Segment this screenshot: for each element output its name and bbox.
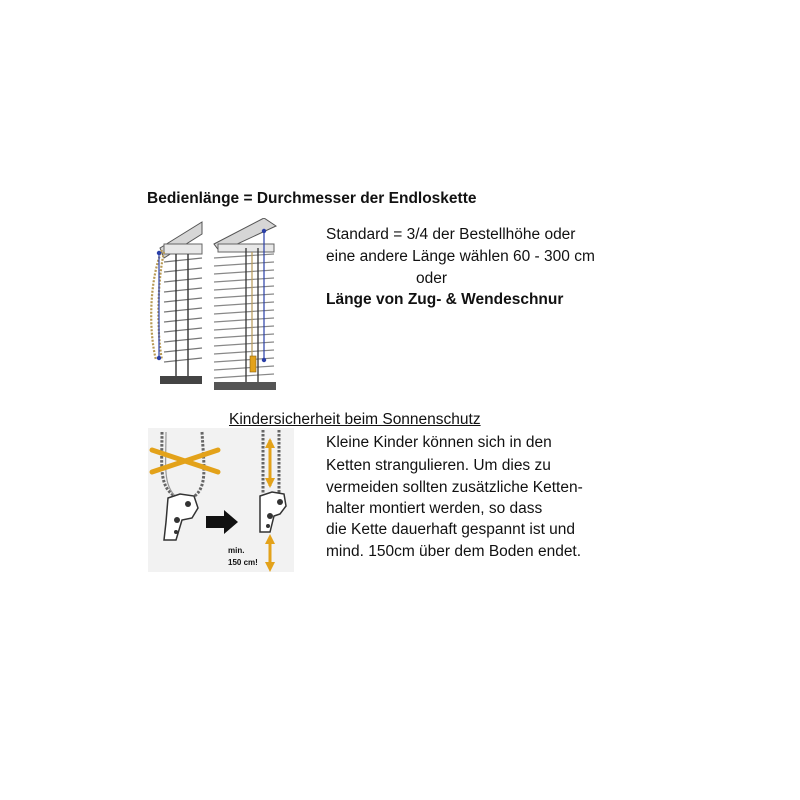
text-line-1: Kleine Kinder können sich in den <box>326 434 552 451</box>
text-line-6: mind. 150cm über dem Boden endet. <box>326 543 582 560</box>
text-line-4: halter montiert werden, so dass <box>326 500 543 517</box>
text-line-andere-laenge: eine andere Länge wählen 60 - 300 cm <box>326 248 595 265</box>
text-line-oder: oder <box>416 270 448 287</box>
chain-holder-illustration <box>148 428 294 572</box>
blind-cord-illustration <box>212 218 278 396</box>
text-line-zug-wendeschnur: Länge von Zug- & Wendeschnur <box>326 291 564 308</box>
blind-chain-illustration <box>146 218 204 394</box>
section-heading-bedienlaenge: Bedienlänge = Durchmesser der Endloskette <box>147 190 477 207</box>
text-line-2: Ketten strangulieren. Um dies zu <box>326 457 551 474</box>
figure-note-min: min. <box>228 546 245 555</box>
text-line-3: vermeiden sollten zusätzliche Ketten- <box>326 479 583 496</box>
text-line-5: die Kette dauerhaft gespannt ist und <box>326 521 576 538</box>
figure-note-150cm: 150 cm! <box>228 558 258 567</box>
text-line-standard: Standard = 3/4 der Bestellhöhe oder <box>326 226 576 243</box>
section-heading-kindersicherheit: Kindersicherheit beim Sonnenschutz <box>229 411 481 428</box>
